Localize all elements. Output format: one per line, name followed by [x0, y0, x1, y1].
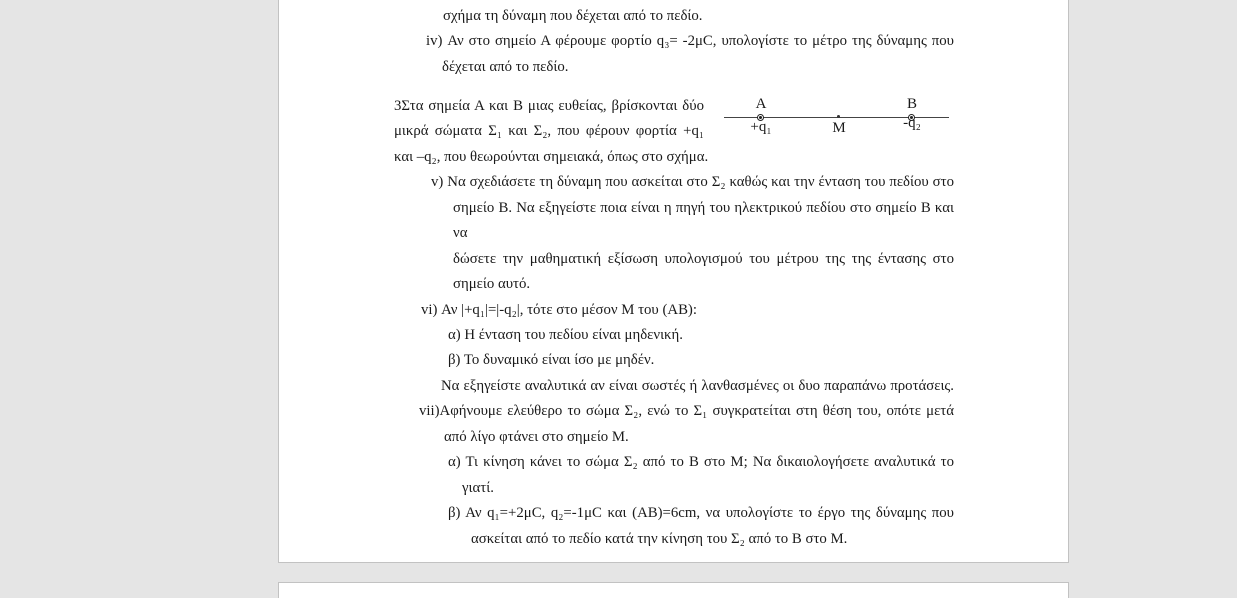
text-line: iv) Αν στο σημείο Α φέρουμε φορτίο q₃= -2μC, υπολογίστε το μέτρο της δύναμης που	[426, 33, 954, 50]
text-line: α) Η ένταση του πεδίου είναι μηδενική.	[448, 327, 683, 344]
text-line: vii)Αφήνουμε ελεύθερο το σώμα Σ₂, ενώ το Σ₁ συγκρατείται στη θέση του, οπότε μετά	[419, 403, 954, 420]
midpoint-m-dot	[837, 115, 840, 118]
text-line: δέχεται από το πεδίο.	[442, 58, 569, 75]
text-line: v) Να σχεδιάσετε τη δύναμη που ασκείται στο Σ₂ καθώς και την ένταση του πεδίου στο	[431, 174, 954, 191]
text-line: μικρά σώματα Σ₁ και Σ₂, που φέρουν φορτία +q₁	[394, 123, 704, 140]
midpoint-m-label: M	[832, 120, 846, 136]
text-line: δώσετε την μαθηματική εξίσωση υπολογισμού του μέτρου της της έντασης στο	[453, 250, 954, 267]
text-line: γιατί.	[462, 479, 494, 496]
charge-q1-label: +q₁	[750, 119, 772, 135]
text-line: και –q₂, που θεωρούνται σημειακά, όπως στο σχήμα.	[394, 148, 709, 165]
charge-q2-label: -q₂	[903, 115, 921, 131]
point-b-label: B	[906, 96, 918, 112]
text-line: 3Στα σημεία Α και Β μιας ευθείας, βρίσκονται δύο	[394, 97, 704, 114]
document-page	[278, 0, 1069, 563]
text-line: σημείο Β. Να εξηγείστε ποια είναι η πηγή του ηλεκτρικού πεδίου στο σημείο Β και να	[453, 199, 954, 242]
text-line: σχήμα τη δύναμη που δέχεται από το πεδίο.	[443, 8, 703, 24]
text-line: σημείο αυτό.	[453, 276, 531, 293]
page-text-content	[279, 0, 1068, 552]
text-line: Να εξηγείστε αναλυτικά αν είναι σωστές ή λανθασμένες οι δυο παραπάνω προτάσεις.	[441, 377, 954, 394]
point-a-label: A	[755, 96, 767, 112]
text-line: από λίγο φτάνει στο σημείο Μ.	[444, 428, 629, 445]
text-line: ασκείται από το πεδίο κατά την κίνηση του Σ₂ από το Β στο Μ.	[471, 530, 848, 547]
text-line: β) Το δυναμικό είναι ίσο με μηδέν.	[448, 352, 655, 369]
text-line: vi) Αν |+q₁|=|-q₂|, τότε στο μέσον Μ του (ΑΒ):	[421, 301, 697, 318]
text-line: β) Αν q₁=+2μC, q₂=-1μC και (ΑΒ)=6cm, να υπολογίστε το έργο της δύναμης που	[448, 505, 954, 522]
text-line: α) Τι κίνηση κάνει το σώμα Σ₂ από το Β στο Μ; Να δικαιολογήσετε αναλυτικά το	[448, 454, 954, 471]
